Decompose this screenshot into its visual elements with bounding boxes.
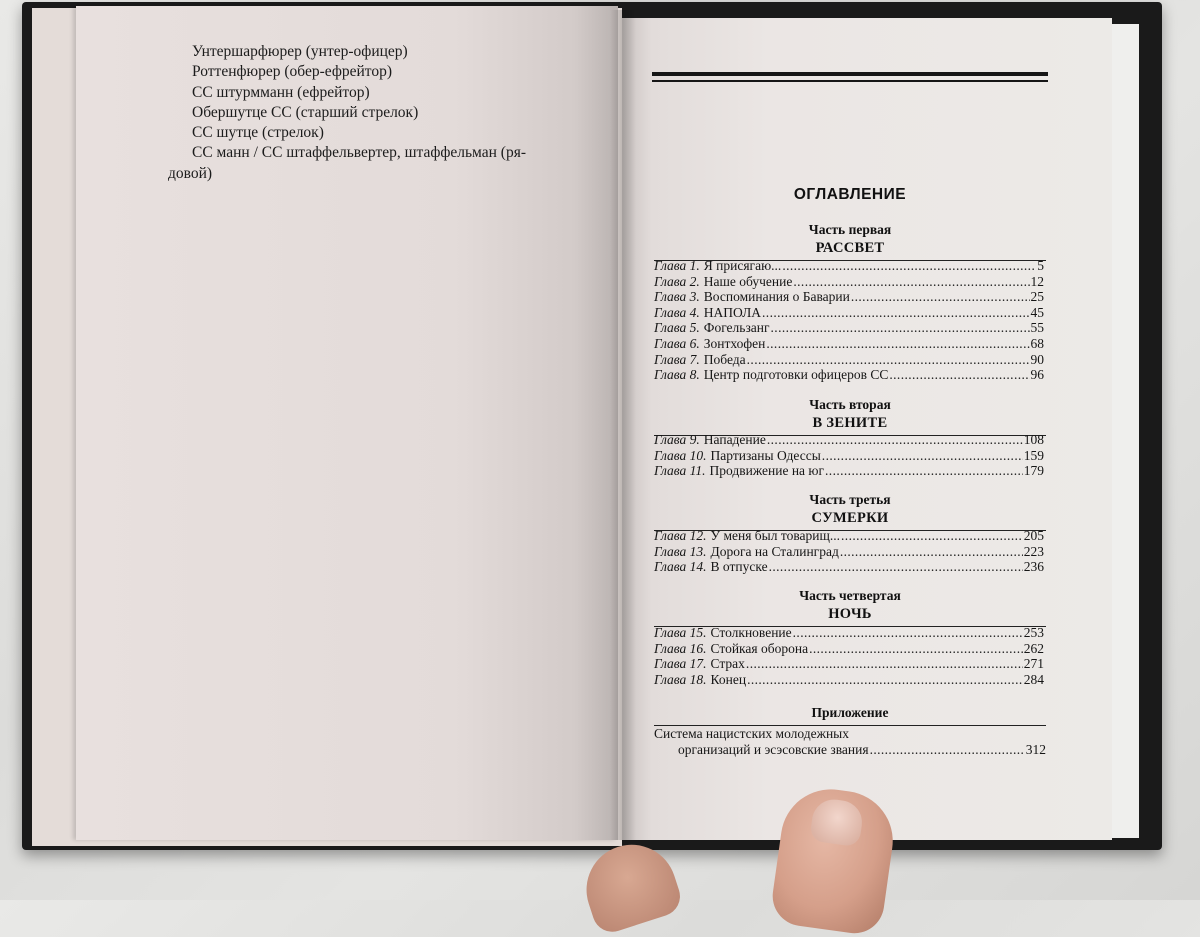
leader-dots — [769, 559, 1023, 575]
toc-entry — [654, 258, 1044, 274]
page-number: 108 — [1023, 432, 1044, 447]
chapter-title: Конец — [710, 671, 747, 687]
rank-line: Обершутце СС (старший стрелок) — [192, 103, 419, 121]
toc-entry — [654, 656, 1044, 672]
chapter-list — [654, 528, 1044, 575]
page-number: 96 — [1030, 367, 1044, 383]
appendix-heading — [650, 704, 1050, 726]
part-name: СУМЕРКИ — [811, 510, 889, 526]
chapter-title: Победа — [703, 351, 746, 367]
header-rule-thin — [652, 80, 1048, 82]
toc-entry — [654, 672, 1044, 688]
rank-line: Роттенфюрер (обер-ефрейтор) — [192, 63, 393, 81]
page-number: 205 — [1023, 528, 1044, 543]
leader-dots — [747, 672, 1023, 688]
leader-dots — [771, 320, 1030, 336]
toc-entry — [654, 320, 1044, 336]
chapter-label: Глава 15. — [654, 625, 707, 640]
part-heading — [650, 491, 1050, 531]
chapter-title: Воспоминания о Баварии — [703, 289, 850, 305]
appendix-line-1: Система нацистских молодежных — [654, 726, 849, 741]
toc-entry — [654, 559, 1044, 575]
leader-dots — [870, 742, 1025, 758]
page-number: 236 — [1023, 559, 1044, 575]
toc-entry — [654, 432, 1044, 448]
toc-entry — [654, 336, 1044, 352]
chapter-label: Глава 13. — [654, 543, 707, 559]
chapter-label: Глава 14. — [654, 559, 707, 575]
chapter-label: Глава 5. — [654, 320, 700, 336]
page-number: 262 — [1023, 640, 1044, 656]
page-number: 12 — [1030, 273, 1044, 289]
page-number: 5 — [1037, 258, 1044, 273]
leader-dots — [793, 625, 1023, 641]
header-rule-thick — [652, 72, 1048, 76]
leader-dots — [840, 544, 1023, 560]
chapter-title: Зонтхофен — [703, 335, 766, 351]
leader-dots — [841, 528, 1023, 544]
leader-dots — [809, 641, 1023, 657]
rank-line: Унтершарфюрер (унтер-офицер) — [192, 43, 408, 60]
toc-entry — [654, 641, 1044, 657]
chapter-label: Глава 9. — [654, 432, 700, 447]
page-number: 68 — [1030, 335, 1044, 351]
page-number: 223 — [1023, 543, 1044, 559]
page-number: 25 — [1030, 289, 1044, 305]
part-name: НОЧЬ — [828, 606, 872, 622]
part-heading — [650, 396, 1050, 436]
part-label: Часть третья — [809, 492, 891, 507]
part-label: Часть четвертая — [799, 588, 901, 603]
chapter-label: Глава 3. — [654, 289, 700, 305]
chapter-title: В отпуске — [710, 559, 768, 575]
leader-dots — [767, 432, 1023, 448]
chapter-list — [654, 432, 1044, 479]
page-number: 45 — [1030, 304, 1044, 320]
chapter-title: НАПОЛА — [703, 304, 762, 320]
chapter-label: Глава 10. — [654, 447, 707, 463]
part-heading — [650, 587, 1050, 627]
toc-entry — [654, 305, 1044, 321]
chapter-label: Глава 11. — [654, 463, 706, 479]
chapter-label: Глава 7. — [654, 351, 700, 367]
chapter-title: У меня был товарищ... — [710, 528, 841, 543]
rank-line-continued: довой) — [168, 164, 213, 182]
chapter-label: Глава 18. — [654, 671, 707, 687]
rank-line: СС штурмманн (ефрейтор) — [192, 83, 370, 101]
chapter-list — [654, 625, 1044, 687]
chapter-list — [654, 258, 1044, 383]
chapter-title: Страх — [710, 656, 745, 672]
toc-entry — [654, 528, 1044, 544]
leader-dots — [747, 352, 1030, 368]
chapter-label: Глава 8. — [654, 367, 700, 383]
page-number: 271 — [1023, 656, 1044, 672]
toc-entry — [654, 367, 1044, 383]
page-number: 90 — [1030, 351, 1044, 367]
part-heading — [650, 221, 1050, 261]
toc-title: ОГЛАВЛЕНИЕ — [793, 186, 907, 203]
chapter-label: Глава 17. — [654, 656, 707, 672]
chapter-title: Партизаны Одессы — [710, 447, 821, 463]
chapter-label: Глава 12. — [654, 528, 707, 543]
toc-entry — [654, 274, 1044, 290]
leader-dots — [782, 258, 1036, 274]
chapter-label: Глава 16. — [654, 640, 707, 656]
page-number: 253 — [1023, 625, 1044, 640]
appendix-label: Приложение — [811, 705, 889, 720]
part-label: Часть первая — [808, 222, 892, 237]
chapter-title: Продвижение на юг — [709, 463, 825, 479]
page-number: 159 — [1023, 447, 1044, 463]
page-number: 312 — [1025, 742, 1046, 757]
toc-entry — [654, 352, 1044, 368]
chapter-title: Фогельзанг — [703, 320, 770, 336]
left-page-text — [168, 42, 588, 184]
toc-entry — [654, 544, 1044, 560]
appendix-line-2: организаций и эсэсовские звания — [678, 742, 869, 757]
toc-entry — [654, 448, 1044, 464]
leader-dots — [851, 289, 1030, 305]
leader-dots — [762, 305, 1029, 321]
appendix-line-2-row — [654, 742, 1046, 758]
chapter-label: Глава 4. — [654, 304, 700, 320]
part-label: Часть вторая — [809, 397, 891, 412]
page-number: 55 — [1030, 320, 1044, 336]
toc-entry — [654, 463, 1044, 479]
chapter-title: Столкновение — [710, 625, 792, 640]
rank-line: СС шутце (стрелок) — [192, 124, 324, 142]
leader-dots — [746, 656, 1023, 672]
leader-dots — [822, 448, 1023, 464]
chapter-title: Центр подготовки офицеров СС — [703, 367, 889, 383]
leader-dots — [793, 274, 1029, 290]
page-number: 179 — [1023, 463, 1044, 479]
chapter-title: Наше обучение — [703, 273, 793, 289]
chapter-title: Нападение — [703, 432, 766, 447]
part-name: РАССВЕТ — [815, 240, 885, 256]
toc-entry — [654, 625, 1044, 641]
book-gutter — [610, 10, 636, 840]
toc-entry — [654, 289, 1044, 305]
part-name: В ЗЕНИТЕ — [812, 415, 888, 431]
chapter-title: Дорога на Сталинград — [710, 543, 839, 559]
chapter-label: Глава 1. — [654, 258, 700, 273]
chapter-label: Глава 2. — [654, 273, 700, 289]
leader-dots — [766, 336, 1029, 352]
chapter-title: Я присягаю... — [703, 258, 782, 273]
chapter-label: Глава 6. — [654, 335, 700, 351]
appendix-entry — [654, 726, 1046, 758]
page-number: 284 — [1023, 671, 1044, 687]
rank-line: СС манн / СС штаффельвертер, штаффельман (ря- — [192, 144, 527, 162]
chapter-title: Стойкая оборона — [710, 640, 809, 656]
leader-dots — [825, 463, 1023, 479]
leader-dots — [889, 367, 1029, 383]
